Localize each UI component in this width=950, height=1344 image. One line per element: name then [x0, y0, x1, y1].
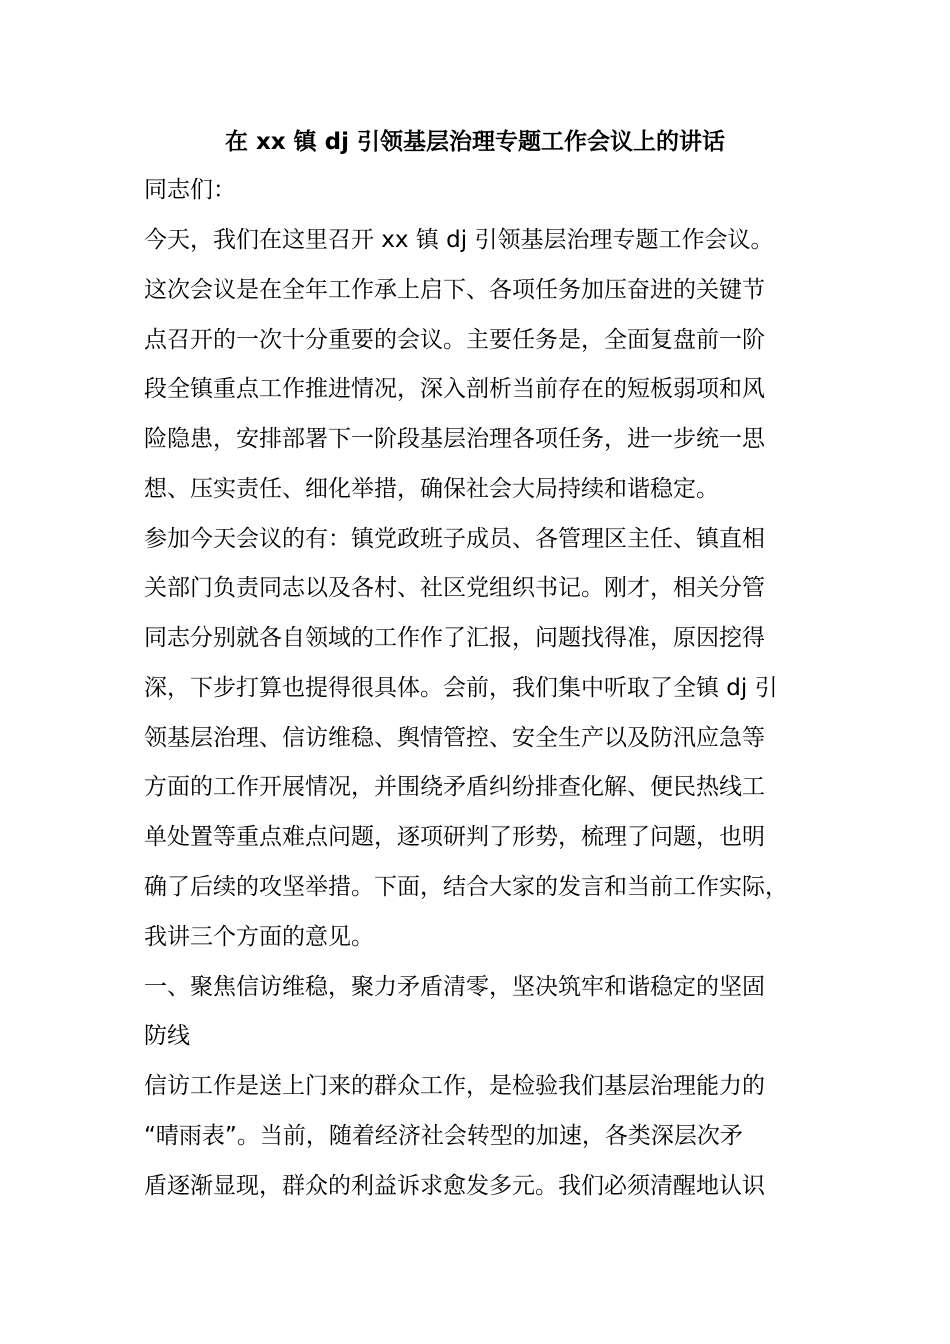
text-line: 今天，我们在这里召开 xx 镇 dj 引领基层治理专题工作会议。	[144, 227, 774, 253]
text-line: 想、压实责任、细化举措，确保社会大局持续和谐稳定。	[144, 476, 719, 502]
text-line: 参加今天会议的有：镇党政班子成员、各管理区主任、镇直相	[144, 526, 765, 552]
text-line: 这次会议是在全年工作承上启下、各项任务加压奋进的关键节	[144, 277, 765, 303]
document-title: 在 xx 镇 dj 引领基层治理专题工作会议上的讲话	[224, 129, 726, 155]
text-line: 同志分别就各自领域的工作作了汇报，问题找得准，原因挖得	[144, 625, 765, 651]
text-line: 段全镇重点工作推进情况，深入剖析当前存在的短板弱项和风	[144, 376, 765, 402]
text-line: 点召开的一次十分重要的会议。主要任务是，全面复盘前一阶	[144, 327, 765, 353]
text-line: 深，下步打算也提得很具体。会前，我们集中听取了全镇 dj 引	[144, 675, 778, 701]
section-heading: 防线	[144, 1023, 190, 1049]
text-line: 关部门负责同志以及各村、社区党组织书记。刚才，相关分管	[144, 575, 765, 601]
text-line: 领基层治理、信访维稳、舆情管控、安全生产以及防汛应急等	[144, 725, 765, 751]
text-line: 同志们：	[144, 177, 236, 203]
text-line: 盾逐渐显现，群众的利益诉求愈发多元。我们必须清醒地认识	[144, 1173, 765, 1199]
text-line: 方面的工作开展情况，并围绕矛盾纠纷排查化解、便民热线工	[144, 774, 765, 800]
text-line: 险隐患，安排部署下一阶段基层治理各项任务，进一步统一思	[144, 426, 765, 452]
text-line: “晴雨表”。当前，随着经济社会转型的加速，各类深层次矛	[144, 1123, 743, 1149]
text-line: 确了后续的攻坚举措。下面，结合大家的发言和当前工作实际，	[144, 874, 788, 900]
section-heading: 一、聚焦信访维稳，聚力矛盾清零，坚决筑牢和谐稳定的坚固	[144, 974, 765, 1000]
text-line: 单处置等重点难点问题，逐项研判了形势，梳理了问题，也明	[144, 824, 765, 850]
text-line: 信访工作是送上门来的群众工作，是检验我们基层治理能力的	[144, 1073, 765, 1099]
text-line: 我讲三个方面的意见。	[144, 924, 374, 950]
